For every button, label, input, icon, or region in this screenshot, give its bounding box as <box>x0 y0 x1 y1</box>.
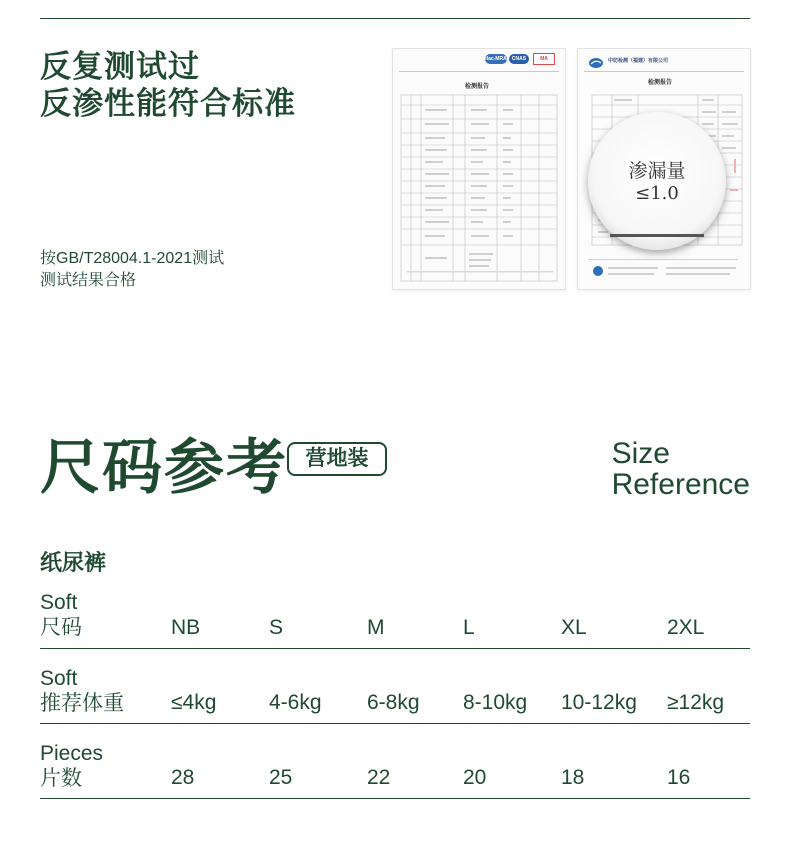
test-report-left <box>392 48 566 290</box>
table-cell: L <box>463 616 475 639</box>
test-note-line1: 按GB/T28004.1-2021测试 <box>40 250 225 267</box>
table-cell: ≤4kg <box>171 691 217 714</box>
test-note <box>40 248 224 292</box>
report-left-table <box>393 49 565 289</box>
report-right-company: 中纺检测（福建）有限公司 <box>608 58 669 64</box>
table-cell: 8-10kg <box>463 691 528 714</box>
cnas-logo: CNAS <box>509 54 529 64</box>
table-cell: NB <box>171 616 201 639</box>
ilac-logo: ilac-MRA <box>485 56 507 62</box>
table-cell: 20 <box>463 766 487 789</box>
english-line1: Size <box>611 437 670 470</box>
magnifier-underline <box>610 234 704 237</box>
table-cell: 10-12kg <box>561 691 637 714</box>
leakage-value: ≤1.0 <box>635 183 679 204</box>
table-cell: S <box>269 616 284 639</box>
row-divider <box>40 723 750 724</box>
row-label-size <box>40 590 82 640</box>
test-title <box>40 48 296 122</box>
row-label-line2: 推荐体重 <box>40 692 124 715</box>
table-cell: 18 <box>561 766 585 789</box>
row-divider <box>40 798 750 799</box>
row-divider <box>40 648 750 649</box>
magnifier-lens <box>588 112 726 250</box>
top-divider <box>40 18 750 19</box>
test-title-line1: 反复测试过 <box>40 49 200 84</box>
row-label-weight <box>40 666 124 716</box>
table-cell: 2XL <box>667 616 705 639</box>
table-cell: ≥12kg <box>667 691 725 714</box>
table-cell: 6-8kg <box>367 691 420 714</box>
edition-badge: 营地装 <box>287 442 387 476</box>
table-cell: 16 <box>667 766 691 789</box>
table-cell: 28 <box>171 766 195 789</box>
size-reference-english <box>612 438 750 500</box>
test-note-line2: 测试结果合格 <box>40 272 137 289</box>
table-cell: M <box>367 616 385 639</box>
row-label-line2: 尺码 <box>40 616 82 639</box>
table-cell: 22 <box>367 766 391 789</box>
row-label-line1: Soft <box>40 591 78 614</box>
report-left-heading: 检测报告 <box>465 83 490 90</box>
english-line2: Reference <box>611 468 750 501</box>
size-reference-title: 尺码参考 <box>40 434 288 501</box>
ma-stamp: MA <box>533 53 555 65</box>
table-cell: XL <box>561 616 587 639</box>
row-label-pieces <box>40 741 103 791</box>
table-cell: 25 <box>269 766 293 789</box>
row-label-line1: Pieces <box>40 742 104 765</box>
leakage-label: 渗漏量 <box>628 160 686 182</box>
row-label-line1: Soft <box>40 667 78 690</box>
report-right-heading: 检测报告 <box>648 79 673 86</box>
product-name: 纸尿裤 <box>40 550 107 575</box>
row-label-line2: 片数 <box>40 767 82 790</box>
table-cell: 4-6kg <box>269 691 322 714</box>
test-title-line2: 反渗性能符合标准 <box>40 86 296 121</box>
